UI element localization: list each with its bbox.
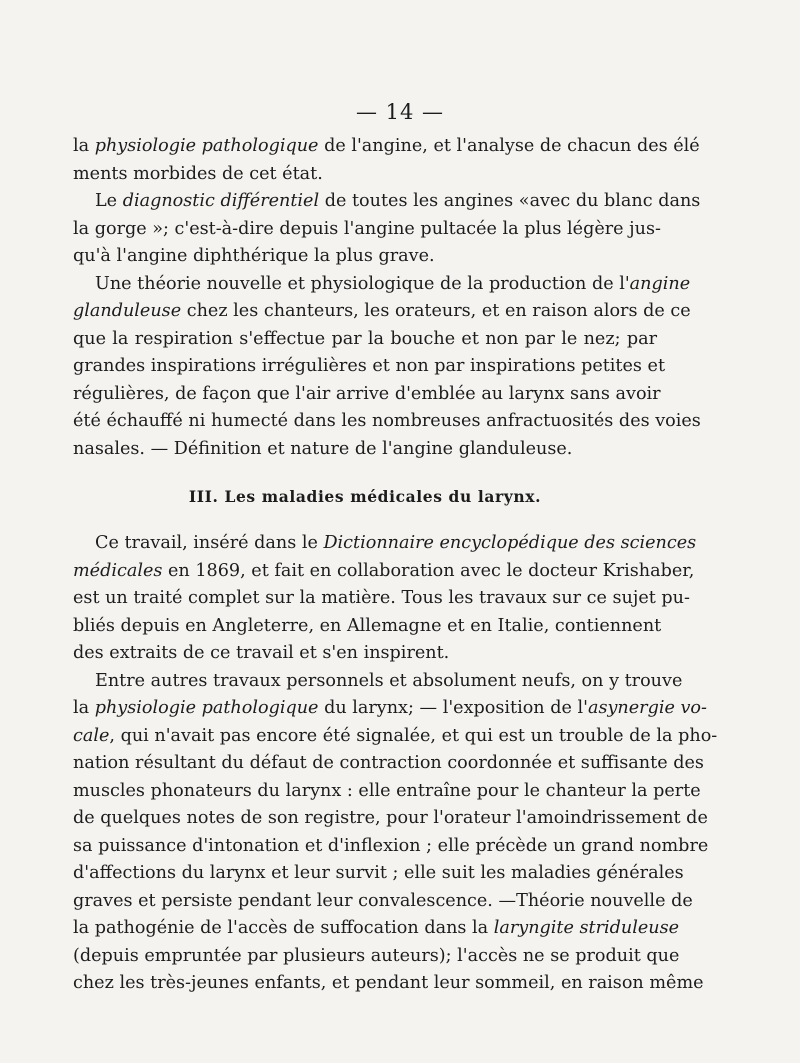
- text-line: [73, 353, 666, 381]
- text-line: [73, 326, 657, 354]
- italic-text: angine: [629, 273, 691, 294]
- text-line: [73, 970, 704, 998]
- text-span: III. Les maladies médicales du larynx.: [188, 487, 542, 506]
- text-line: [73, 723, 718, 751]
- text-line: [73, 915, 680, 943]
- text-span: de l'angine, et l'analyse de chacun des élé: [318, 136, 700, 156]
- text-span: , qui n'avait pas encore été signalée, et qui est un trouble de la pho-: [109, 725, 718, 746]
- body-text: [73, 133, 718, 998]
- text-span: de quelques notes de son registre, pour l'orateur l'amoindrissement de: [73, 808, 708, 828]
- text-line: [73, 530, 697, 558]
- text-line: [73, 860, 684, 888]
- italic-text: laryngite striduleuse: [493, 918, 680, 938]
- text-span: du larynx; — l'exposition de l': [318, 698, 588, 718]
- text-line: [73, 833, 709, 861]
- text-span: grandes inspirations irrégulières et non par inspirations petites et: [73, 356, 666, 376]
- text-span: bliés depuis en Angleterre, en Allemagne et en Italie, contiennent: [73, 615, 662, 636]
- text-span: Entre autres travaux personnels et absolument neufs, on y trouve: [95, 670, 683, 691]
- section-heading: [73, 483, 657, 510]
- text-span: graves et persiste pendant leur convalescence. —Théorie nouvelle de: [73, 890, 693, 911]
- text-span: qu'à l'angine diphthérique la plus grave.: [73, 246, 435, 266]
- text-span: des extraits de ce travail et s'en inspirent.: [73, 643, 450, 663]
- text-span: Ce travail, inséré dans le: [95, 533, 324, 553]
- text-line: [73, 695, 707, 723]
- text-line: [73, 161, 657, 189]
- text-line: [73, 640, 657, 668]
- text-span: la pathogénie de l'accès de suffocation dans la: [73, 918, 494, 938]
- italic-text: glanduleuse: [73, 301, 182, 321]
- text-line: [73, 750, 704, 778]
- italic-text: cale: [73, 725, 110, 746]
- page-number: — 14 —: [355, 100, 445, 124]
- text-span: en 1869, et fait en collaboration avec le docteur Krishaber,: [162, 560, 695, 581]
- text-line: [73, 243, 657, 271]
- italic-text: diagnostic différentiel: [122, 191, 320, 211]
- text-span: été échauffé ni humecté dans les nombreuses anfractuosités des voies: [73, 411, 701, 431]
- italic-text: physiologie pathologique: [94, 136, 319, 156]
- text-span: muscles phonateurs du larynx : elle entraîne pour le chanteur la perte: [73, 780, 701, 801]
- text-line: [73, 585, 690, 613]
- text-line: [73, 216, 661, 244]
- text-span: de toutes les angines «avec du blanc dans: [319, 191, 701, 211]
- text-span: nasales. — Définition et nature de l'angine glanduleuse.: [73, 438, 573, 459]
- italic-text: physiologie pathologique: [94, 698, 319, 718]
- text-line: [73, 668, 683, 696]
- text-line: [73, 943, 680, 971]
- text-line: [73, 613, 662, 641]
- text-span: que la respiration s'effectue par la bouche et non par le nez; par: [73, 328, 657, 349]
- text-span: chez les très-jeunes enfants, et pendant leur sommeil, en raison même: [73, 973, 704, 993]
- text-line: [73, 381, 661, 409]
- text-line: [73, 436, 657, 464]
- text-span: la: [73, 136, 95, 156]
- text-span: sa puissance d'intonation et d'inflexion ; elle précède un grand nombre: [73, 835, 709, 856]
- text-line: [73, 298, 691, 326]
- text-span: ments morbides de cet état.: [73, 163, 323, 184]
- text-span: régulières, de façon que l'air arrive d'emblée au larynx sans avoir: [73, 383, 661, 404]
- text-line: [73, 778, 701, 806]
- text-span: d'affections du larynx et leur survit ; elle suit les maladies générales: [73, 863, 684, 883]
- italic-text: Dictionnaire encyclopédique des sciences: [323, 533, 697, 553]
- text-span: (depuis empruntée par plusieurs auteurs); l'accès ne se produit que: [73, 945, 680, 966]
- text-line: [73, 188, 701, 216]
- text-span: nation résultant du défaut de contraction coordonnée et suffisante des: [73, 753, 704, 773]
- text-span: la gorge »; c'est-à-dire depuis l'angine pultacée la plus légère jus-: [73, 218, 661, 239]
- text-span: chez les chanteurs, les orateurs, et en raison alors de ce: [181, 301, 691, 321]
- text-line: [73, 558, 695, 586]
- text-line: [73, 805, 708, 833]
- text-span: Une théorie nouvelle et physiologique de la production de l': [95, 273, 630, 294]
- text-line: [73, 133, 700, 161]
- italic-text: asynergie vo-: [587, 698, 707, 718]
- text-line: [73, 271, 691, 299]
- text-span: est un traité complet sur la matière. Tous les travaux sur ce sujet pu-: [73, 588, 690, 608]
- text-line: [73, 888, 693, 916]
- text-span: Le: [95, 191, 123, 211]
- text-line: [73, 408, 701, 436]
- italic-text: médicales: [73, 560, 163, 581]
- text-span: la: [73, 698, 95, 718]
